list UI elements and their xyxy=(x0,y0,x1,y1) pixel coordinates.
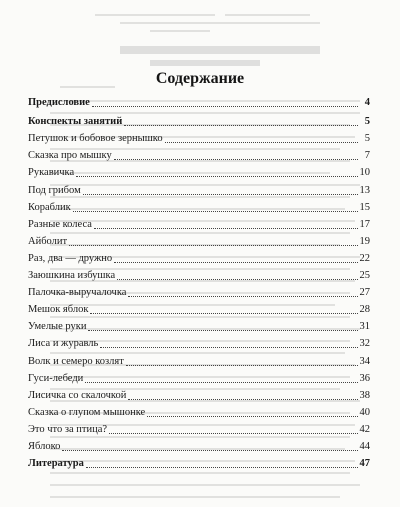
toc-entry-page-number: 10 xyxy=(359,167,370,179)
dot-leader xyxy=(165,141,358,143)
toc-entry-label: Заюшкина избушка xyxy=(28,270,116,282)
toc-entry xyxy=(28,316,370,333)
toc-entry xyxy=(28,402,370,419)
toc-entry-page-number: 5 xyxy=(364,116,370,128)
toc-entry-page-number: 19 xyxy=(359,235,370,247)
toc-entry-page-number: 31 xyxy=(359,321,370,333)
dot-leader xyxy=(83,193,358,195)
toc-entry-label: Айболит xyxy=(28,235,68,247)
toc-entry-page-number: 38 xyxy=(359,389,370,401)
toc-entry-label: Гуси-лебеди xyxy=(28,372,84,384)
toc-entry-page-number: 32 xyxy=(359,338,370,350)
toc-entry xyxy=(28,197,370,214)
dot-leader xyxy=(92,105,358,107)
toc-entry-label: Предисловие xyxy=(28,97,90,109)
dot-leader xyxy=(126,364,358,366)
toc-entry-label: Сказка про мышку xyxy=(28,150,112,162)
toc-entry-page-number: 5 xyxy=(364,133,370,145)
toc-entry-label: Это что за птица? xyxy=(28,423,108,435)
toc-entry xyxy=(28,368,370,385)
toc-entry xyxy=(28,333,370,350)
dot-leader xyxy=(90,312,357,314)
toc-entry-label: Лисичка со скалочкой xyxy=(28,389,127,401)
toc-entry-label: Лиса и журавль xyxy=(28,338,99,350)
toc-entry-label: Разные колеса xyxy=(28,218,92,230)
dot-leader xyxy=(147,415,357,417)
toc-entry-page-number: 17 xyxy=(359,218,370,230)
table-of-contents xyxy=(28,92,370,470)
toc-entry xyxy=(28,350,370,367)
toc-entry xyxy=(28,179,370,196)
toc-entry-page-number: 4 xyxy=(364,97,370,109)
toc-entry-label: Сказка о глупом мышонке xyxy=(28,406,146,418)
toc-entry-page-number: 13 xyxy=(359,184,370,196)
dot-leader xyxy=(114,158,358,160)
toc-entry-label: Умелые руки xyxy=(28,321,87,333)
toc-entry-page-number: 28 xyxy=(359,304,370,316)
toc-entry xyxy=(28,385,370,402)
dot-leader xyxy=(117,278,357,280)
toc-entry-page-number: 42 xyxy=(359,423,370,435)
dot-leader xyxy=(109,432,357,434)
toc-entry-label: Литература xyxy=(28,458,84,470)
toc-entry-label: Конспекты занятий xyxy=(28,116,123,128)
toc-entry xyxy=(28,128,370,145)
dot-leader xyxy=(128,295,357,297)
toc-entry-page-number: 22 xyxy=(359,252,370,264)
toc-entry-label: Кораблик xyxy=(28,201,71,213)
dot-leader xyxy=(128,398,357,400)
toc-entry xyxy=(28,214,370,231)
toc-entry-label: Рукавичка xyxy=(28,167,75,179)
toc-entry-page-number: 15 xyxy=(359,201,370,213)
dot-leader xyxy=(100,346,357,348)
dot-leader xyxy=(69,244,357,246)
toc-entry xyxy=(28,111,370,128)
toc-entry xyxy=(28,162,370,179)
dot-leader xyxy=(76,175,357,177)
toc-entry xyxy=(28,265,370,282)
toc-entry xyxy=(28,419,370,436)
toc-entry-label: Яблоко xyxy=(28,440,61,452)
toc-entry xyxy=(28,299,370,316)
dot-leader xyxy=(62,449,357,451)
dot-leader xyxy=(124,124,358,126)
dot-leader xyxy=(94,227,358,229)
toc-entry-page-number: 25 xyxy=(359,270,370,282)
toc-entry-page-number: 7 xyxy=(364,150,370,162)
toc-entry xyxy=(28,436,370,453)
toc-entry-label: Под грибом xyxy=(28,184,81,196)
toc-entry-label: Петушок и бобовое зернышко xyxy=(28,133,163,145)
dot-leader xyxy=(114,261,357,263)
toc-entry-label: Волк и семеро козлят xyxy=(28,355,124,367)
dot-leader xyxy=(88,329,357,331)
toc-entry-label: Раз, два — дружно xyxy=(28,252,113,264)
toc-entry xyxy=(28,231,370,248)
toc-entry-label: Палочка-выручалочка xyxy=(28,287,127,299)
toc-entry xyxy=(28,248,370,265)
dot-leader xyxy=(73,210,358,212)
toc-entry-page-number: 40 xyxy=(359,406,370,418)
toc-entry xyxy=(28,282,370,299)
toc-entry xyxy=(28,92,370,109)
dot-leader xyxy=(86,466,358,468)
toc-entry-page-number: 36 xyxy=(359,372,370,384)
toc-entry xyxy=(28,145,370,162)
page-title: Содержание xyxy=(155,70,245,87)
toc-entry-page-number: 44 xyxy=(359,440,370,452)
toc-entry xyxy=(28,453,370,470)
toc-entry-page-number: 27 xyxy=(359,287,370,299)
toc-entry-page-number: 47 xyxy=(359,458,370,470)
dot-leader xyxy=(85,381,357,383)
toc-entry-label: Мешок яблок xyxy=(28,304,89,316)
toc-entry-page-number: 34 xyxy=(359,355,370,367)
